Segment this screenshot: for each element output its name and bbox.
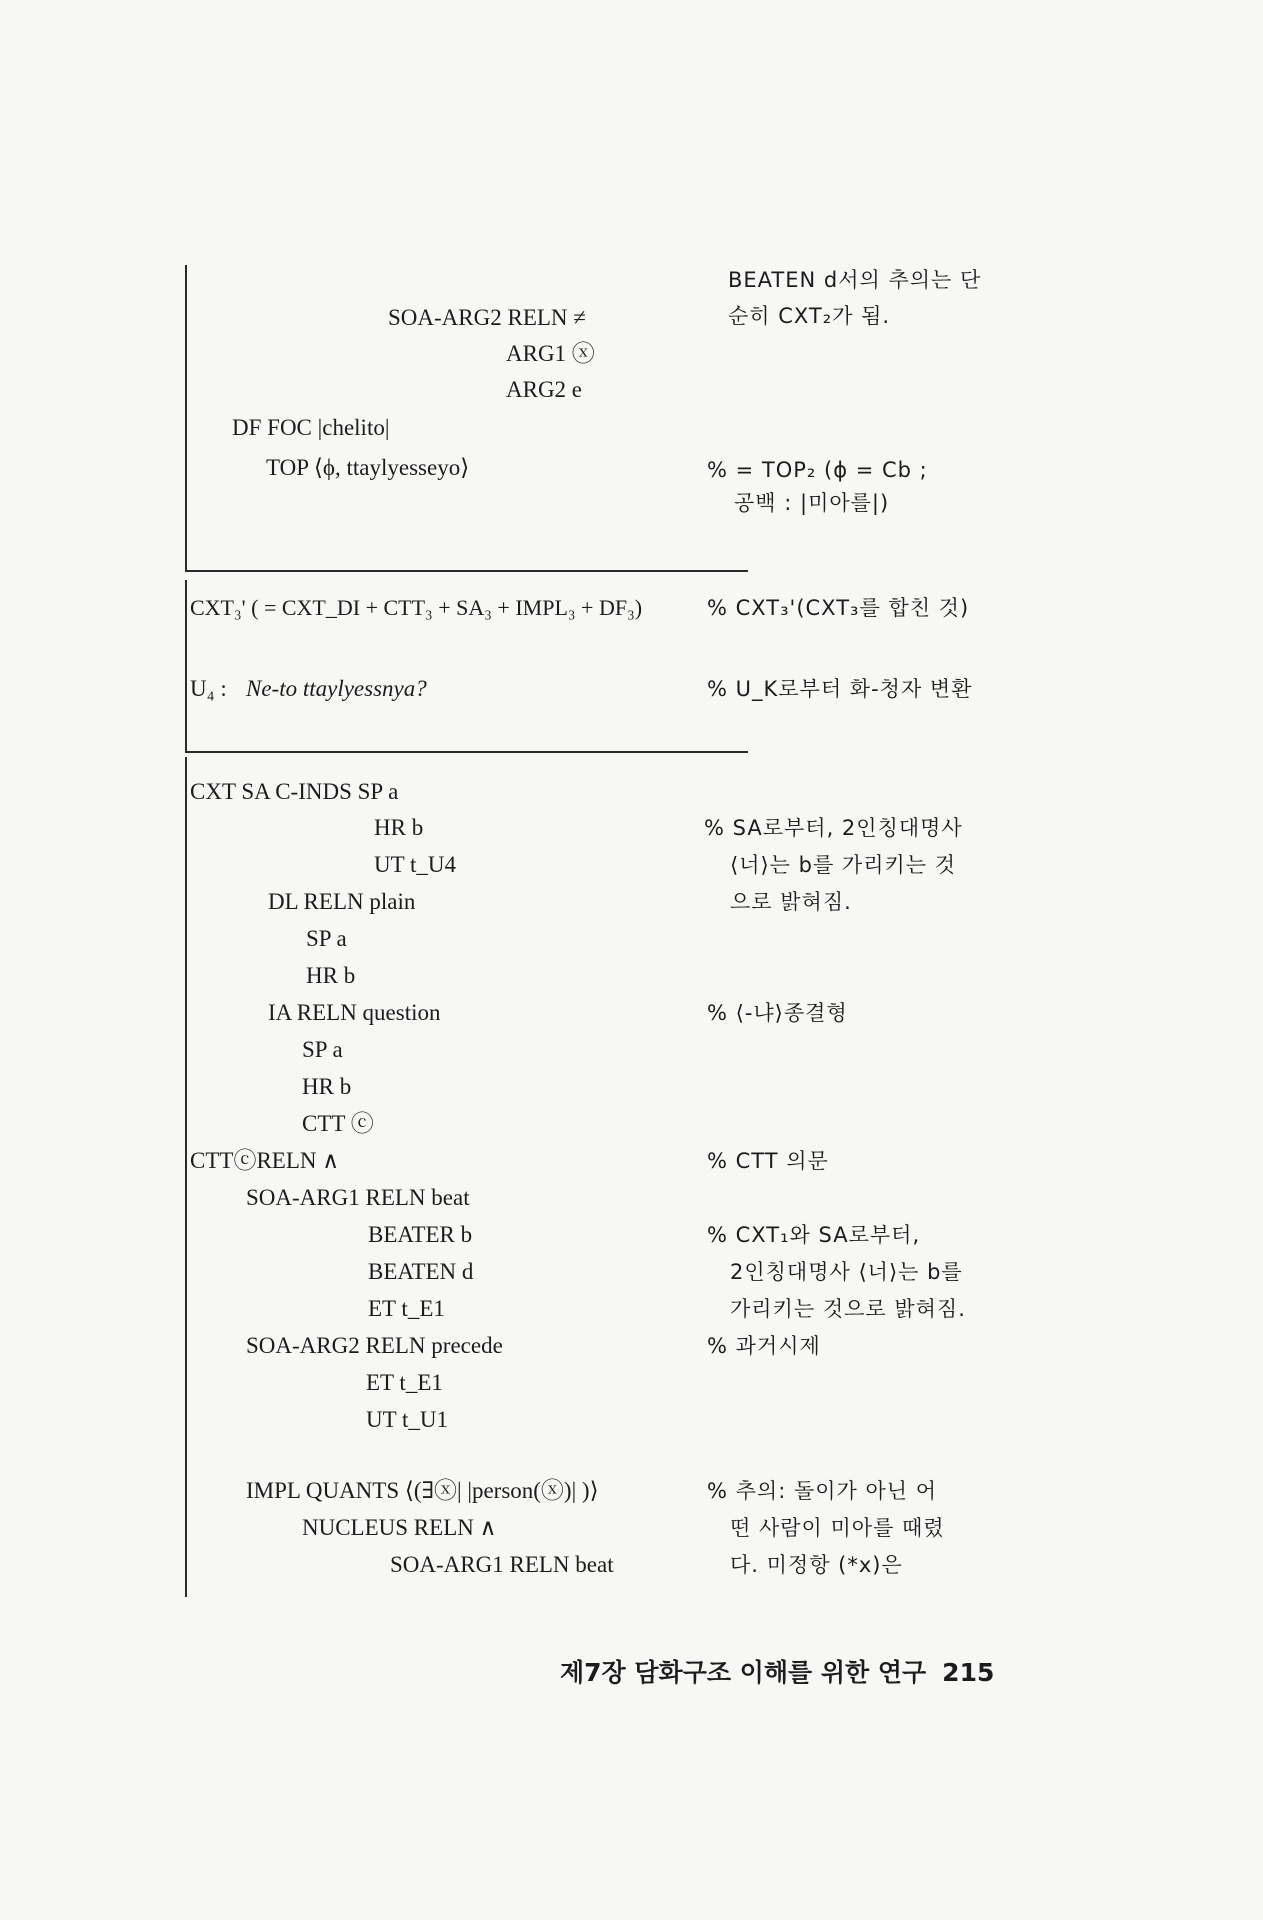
note-implicature-1: % 추의: 돌이가 아닌 어 [707, 1479, 938, 1503]
top-line: TOP ⟨ϕ, ttaylyesseyo⟩ [266, 455, 470, 480]
page-number: 215 [942, 1658, 995, 1687]
arg2: ARG2 e [506, 377, 583, 402]
note-sa-pronoun-2: ⟨너⟩는 b를 가리키는 것 [730, 853, 957, 877]
cxt3-line: CXT₃' ( = CXT_DI + CTT₃ + SA₃ + IMPL₃ + DF₃) [190, 595, 643, 620]
note-sa-pronoun-1: % SA로부터, 2인칭대명사 [704, 816, 963, 840]
ctt-c: CTT ⓒ [302, 1111, 374, 1136]
note-speaker-change: % U_K로부터 화-청자 변환 [707, 677, 973, 701]
cxt-sa-cinds: CXT SA C-INDS SP a [190, 779, 399, 804]
nucleus-soa-arg1: SOA-ARG1 RELN beat [390, 1552, 614, 1577]
vertical-rule-3 [185, 757, 187, 1597]
hr-b: HR b [374, 815, 424, 840]
nucleus-reln: NUCLEUS RELN ∧ [302, 1515, 497, 1540]
note-past-tense: % 과거시제 [707, 1334, 821, 1358]
soa-arg2-precede: SOA-ARG2 RELN precede [246, 1333, 503, 1358]
note-top-line1: % = TOP₂ (ϕ = Cb ; [707, 458, 928, 482]
note-cxt1-1: % CXT₁와 SA로부터, [707, 1223, 921, 1247]
vertical-rule-2 [185, 580, 187, 751]
note-ctt-question: % CTT 의문 [707, 1149, 829, 1173]
dl-reln: DL RELN plain [268, 889, 416, 914]
beaten: BEATEN d [368, 1259, 474, 1284]
soa-arg1-reln-beat: SOA-ARG1 RELN beat [246, 1185, 470, 1210]
note-implicature-3: 다. 미정항 (*x)은 [730, 1553, 903, 1577]
beater: BEATER b [368, 1222, 473, 1247]
vertical-rule-1 [185, 265, 187, 570]
note-beaten-line1: BEATEN d서의 추의는 단 [728, 268, 982, 292]
separator-rule-1 [185, 570, 748, 572]
ia-sp: SP a [302, 1037, 343, 1062]
et-te1: ET t_E1 [368, 1296, 445, 1321]
utterance-text: Ne-to ttaylyessnya? [246, 676, 427, 701]
note-nya-ending: % ⟨-냐⟩종결형 [707, 1001, 848, 1025]
ia-reln: IA RELN question [268, 1000, 441, 1025]
ctt-reln: CTTⓒRELN ∧ [190, 1148, 340, 1173]
utterance-label: U₄ : [190, 676, 227, 701]
note-cxt1-2: 2인칭대명사 ⟨너⟩는 b를 [730, 1260, 963, 1284]
note-top-line2: 공백 : |미아를|) [734, 491, 890, 515]
arg1: ARG1 ⓧ [506, 341, 595, 366]
note-cxt3: % CXT₃'(CXT₃를 합친 것) [707, 596, 970, 620]
note-sa-pronoun-3: 으로 밝혀짐. [730, 890, 852, 914]
chapter-title: 제7장 담화구조 이해를 위한 연구 [560, 1658, 927, 1687]
df-foc: DF FOC |chelito| [232, 415, 390, 440]
dl-sp: SP a [306, 926, 347, 951]
ut-t: UT t_U4 [374, 852, 456, 877]
note-beaten-line2: 순히 CXT₂가 됨. [728, 304, 891, 328]
precede-ut: UT t_U1 [366, 1407, 448, 1432]
impl-quants: IMPL QUANTS ⟨(∃ⓧ| |person(ⓧ)| )⟩ [246, 1478, 599, 1503]
note-cxt1-3: 가리키는 것으로 밝혀짐. [730, 1297, 966, 1321]
ia-hr: HR b [302, 1074, 352, 1099]
note-implicature-2: 떤 사람이 미아를 때렸 [730, 1516, 945, 1540]
page-footer [560, 1653, 994, 1689]
soa-arg2-reln: SOA-ARG2 RELN ≠ [388, 305, 586, 330]
precede-et: ET t_E1 [366, 1370, 443, 1395]
separator-rule-2 [185, 751, 748, 753]
dl-hr: HR b [306, 963, 356, 988]
